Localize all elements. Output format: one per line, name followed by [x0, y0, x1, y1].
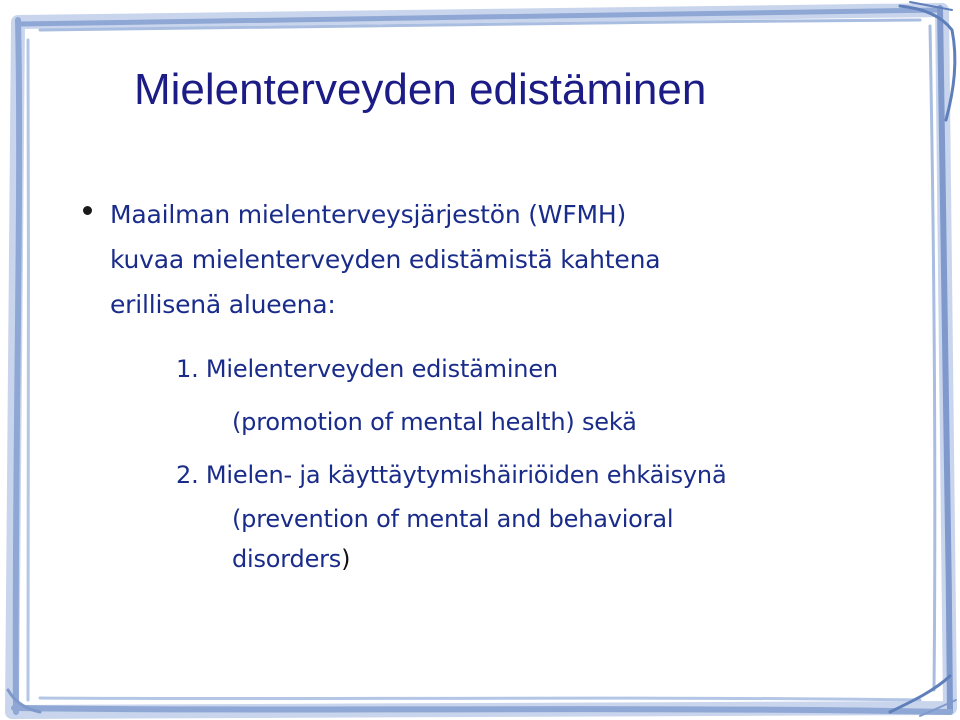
- item-2-detail-cont: [232, 542, 350, 576]
- item-2-closing-paren: ): [341, 545, 351, 573]
- slide-title: Mielenterveyden edistäminen: [134, 65, 707, 114]
- bullet-line-2: kuvaa mielenterveyden edistämistä kahtena: [110, 245, 661, 274]
- bullet-dot-icon: [83, 206, 92, 215]
- item-1-heading: 1. Mielenterveyden edistäminen: [176, 355, 558, 383]
- bullet-line-1: Maailman mielenterveysjärjestön (WFMH): [110, 200, 627, 229]
- item-2-heading: 2. Mielen- ja käyttäytymishäiriöiden ehkäisynä: [176, 461, 727, 489]
- item-1-detail: (promotion of mental health) sekä: [232, 408, 637, 436]
- bullet-text: [110, 192, 660, 327]
- bullet-line-3: erillisenä alueena:: [110, 290, 336, 319]
- item-2-detail: (prevention of mental and behavioral: [232, 505, 674, 533]
- item-2-detail-cont-text: disorders: [232, 545, 342, 573]
